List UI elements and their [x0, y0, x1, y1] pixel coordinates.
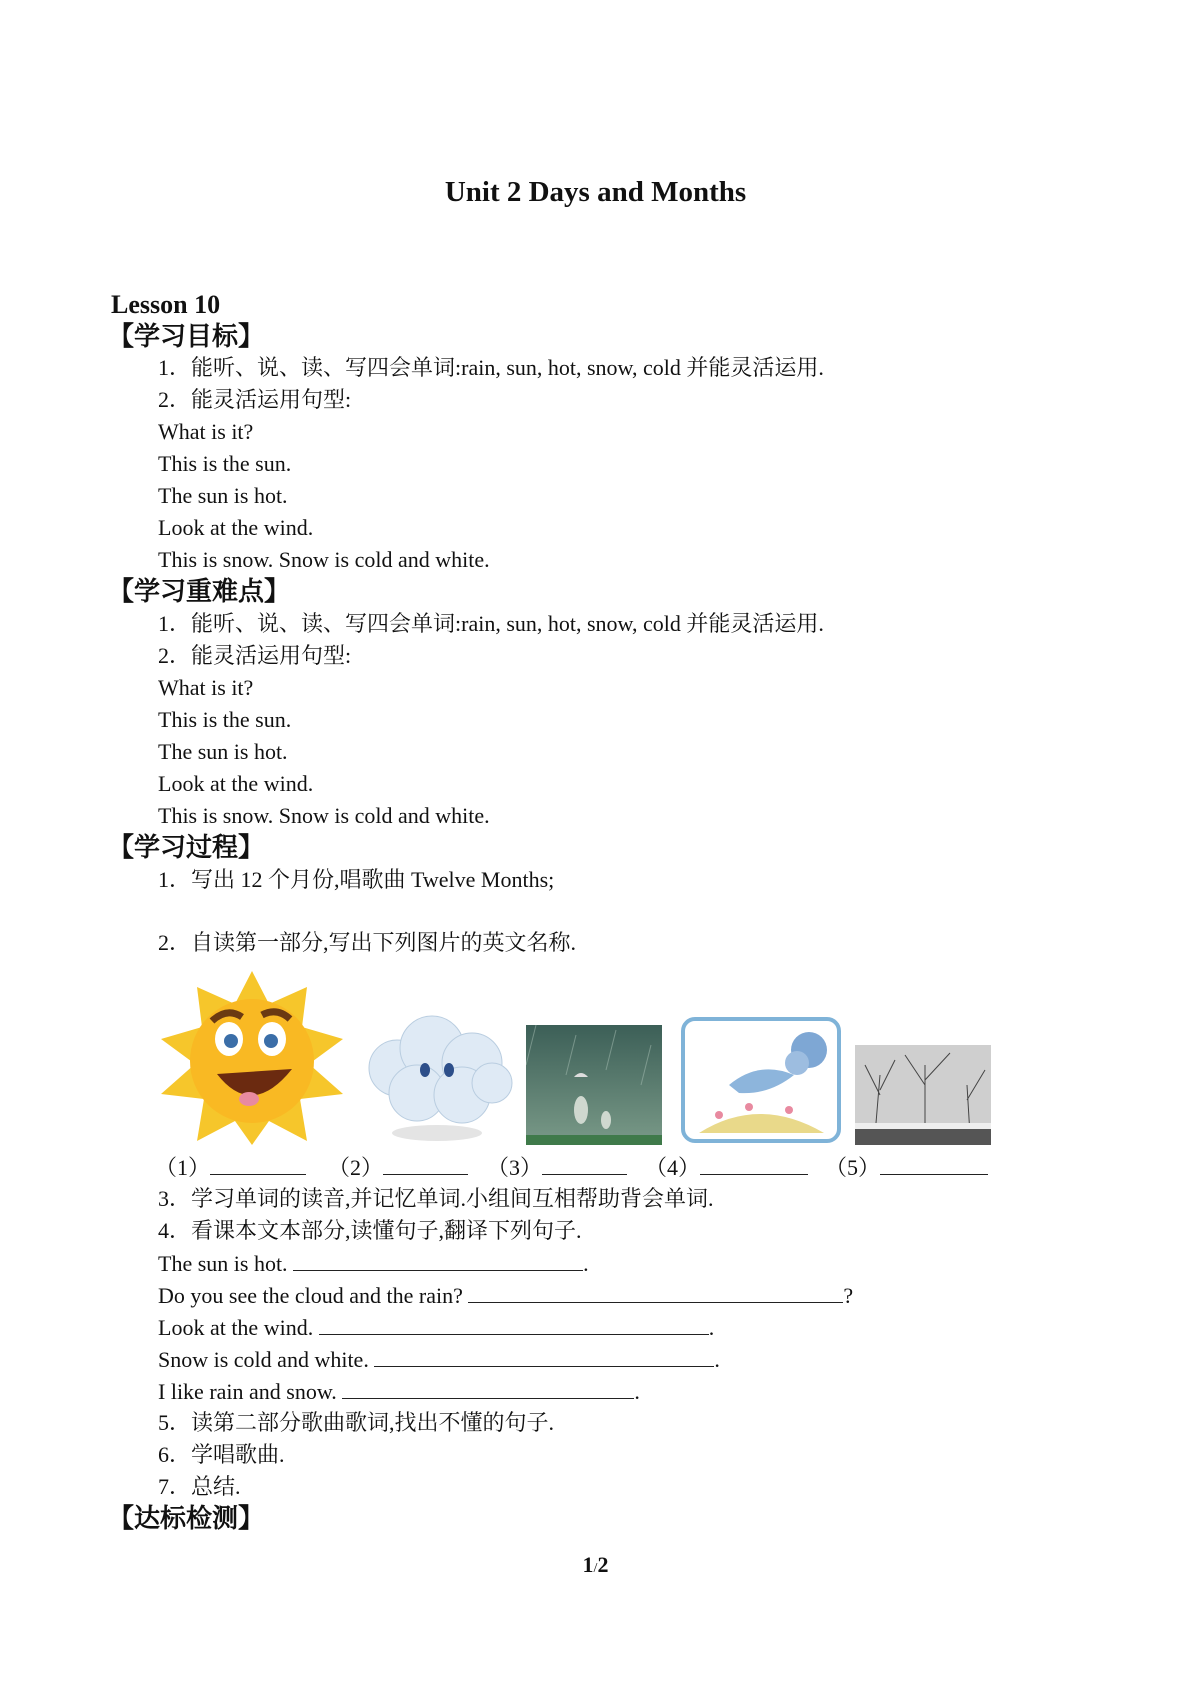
lesson-title: Lesson 10 [111, 290, 221, 319]
section-heading-objectives: 【学习目标】 [108, 322, 265, 351]
process-step-2: 2．自读第一部分,写出下列图片的英文名称. [158, 930, 577, 955]
page-total: 2 [597, 1552, 609, 1577]
translation-end: . [634, 1379, 640, 1404]
picture-answer-1[interactable] [155, 1154, 306, 1181]
process-step-7: 7．总结. [158, 1474, 241, 1499]
picture-label-1: （1） [155, 1155, 211, 1180]
objective-line: Look at the wind. [158, 515, 314, 540]
translation-item[interactable] [158, 1250, 589, 1277]
key-point-line: What is it? [158, 675, 254, 700]
section-heading-key-points: 【学习重难点】 [108, 577, 291, 606]
snow-picture [855, 1045, 991, 1145]
translation-item[interactable] [158, 1378, 640, 1405]
cloud-picture [357, 1013, 514, 1146]
translation-sentence: Look at the wind. [158, 1315, 314, 1340]
translation-item[interactable] [158, 1346, 720, 1373]
objective-line: 2．能灵活运用句型: [158, 387, 352, 412]
key-point-line: This is the sun. [158, 707, 292, 732]
translation-end: . [708, 1315, 715, 1340]
process-step-6: 6．学唱歌曲. [158, 1442, 285, 1467]
key-point-line: 1．能听、说、读、写四会单词:rain, sun, hot, snow, cold 并能灵活运用. [158, 611, 824, 636]
translation-item[interactable] [158, 1314, 714, 1341]
picture-answer-2[interactable] [328, 1154, 468, 1181]
picture-answer-4[interactable] [645, 1154, 808, 1181]
objective-line: This is snow. Snow is cold and white. [158, 547, 490, 572]
translation-blank[interactable] [319, 1314, 709, 1335]
key-point-line: 2．能灵活运用句型: [158, 643, 352, 668]
translation-blank[interactable] [468, 1282, 843, 1303]
translation-sentence: Do you see the cloud and the rain? [158, 1283, 463, 1308]
translation-end: ? [843, 1283, 854, 1308]
translation-blank[interactable] [342, 1378, 634, 1399]
process-step-3: 3．学习单词的读音,并记忆单词.小组间互相帮助背会单词. [158, 1186, 714, 1211]
picture-answer-5[interactable] [825, 1154, 988, 1181]
key-point-line: Look at the wind. [158, 771, 314, 796]
process-step-1: 1．写出 12 个月份,唱歌曲 Twelve Months; [158, 867, 555, 892]
translation-end: . [714, 1347, 720, 1372]
rain-picture [526, 1025, 662, 1145]
translation-end: . [583, 1251, 589, 1276]
objective-line: 1．能听、说、读、写四会单词:rain, sun, hot, snow, cold 并能灵活运用. [158, 355, 824, 380]
picture-label-5: （5） [825, 1155, 881, 1180]
translation-sentence: The sun is hot. [158, 1251, 288, 1276]
translation-sentence: Snow is cold and white. [158, 1347, 369, 1372]
page-number [0, 1552, 1191, 1578]
process-step-5: 5．读第二部分歌曲歌词,找出不懂的句子. [158, 1410, 555, 1435]
picture-answer-3[interactable] [487, 1154, 627, 1181]
objective-line: This is the sun. [158, 451, 292, 476]
page-current: 1 [582, 1552, 594, 1577]
picture-label-4: （4） [645, 1155, 701, 1180]
key-point-line: The sun is hot. [158, 739, 288, 764]
translation-sentence: I like rain and snow. [158, 1379, 337, 1404]
section-heading-process: 【学习过程】 [108, 833, 265, 862]
objective-line: What is it? [158, 419, 254, 444]
sun-picture [157, 969, 347, 1146]
key-point-line: This is snow. Snow is cold and white. [158, 803, 490, 828]
translation-blank[interactable] [374, 1346, 714, 1367]
objective-line: The sun is hot. [158, 483, 288, 508]
picture-label-2: （2） [328, 1155, 384, 1180]
page-separator: / [593, 1561, 598, 1576]
process-step-4: 4．看课本文本部分,读懂句子,翻译下列句子. [158, 1218, 582, 1243]
section-heading-assessment: 【达标检测】 [108, 1504, 265, 1533]
translation-item[interactable] [158, 1282, 853, 1309]
picture-label-3: （3） [487, 1155, 543, 1180]
document-title: Unit 2 Days and Months [444, 176, 747, 208]
translation-blank[interactable] [293, 1250, 583, 1271]
wind-picture [679, 1015, 843, 1145]
